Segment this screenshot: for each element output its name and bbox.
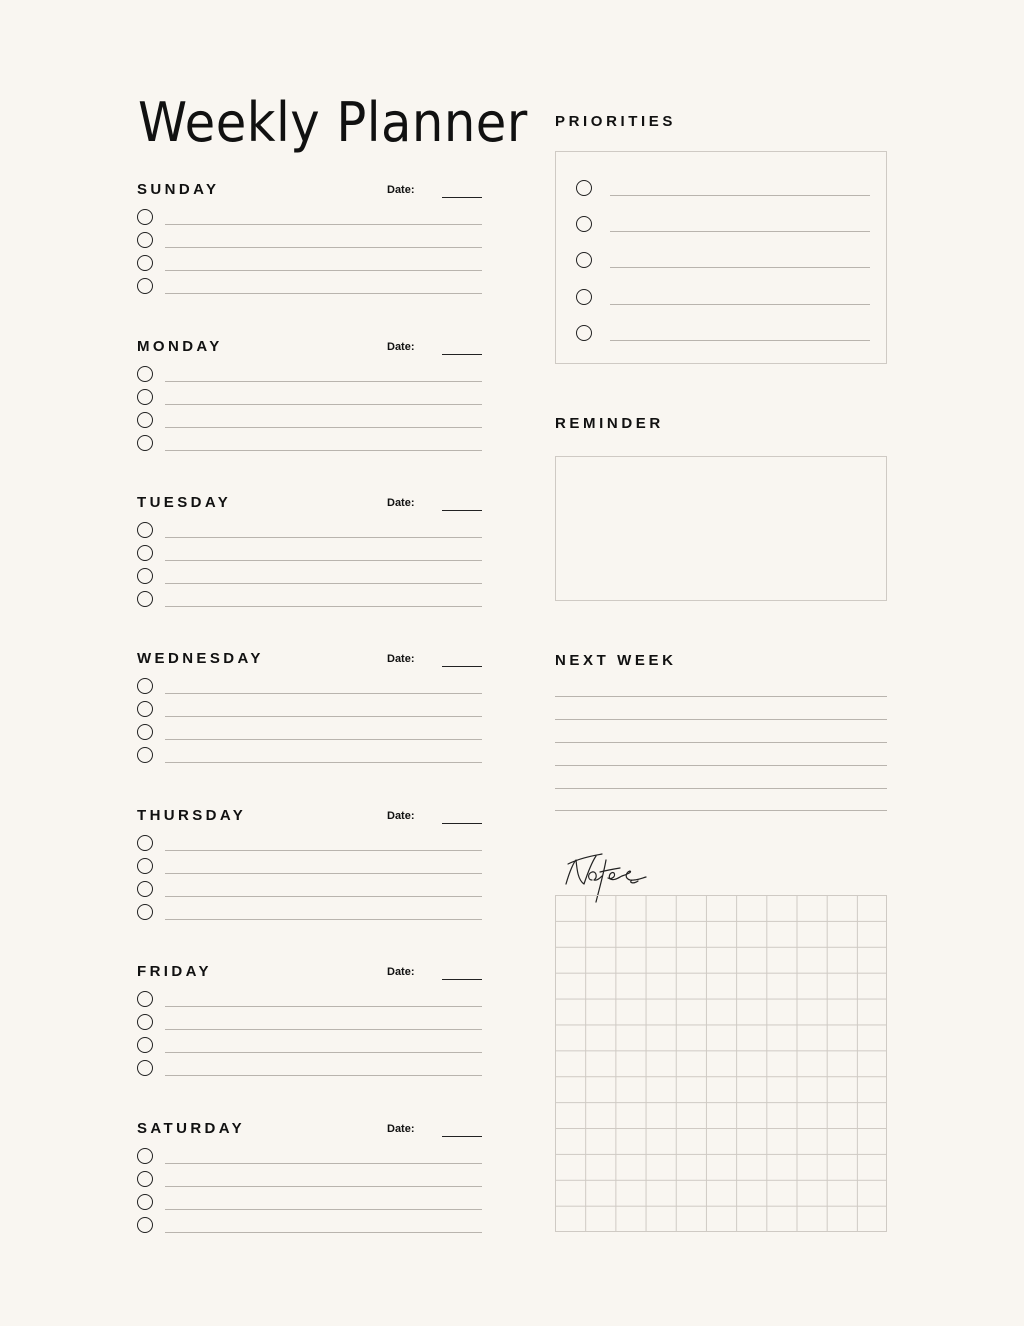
task-line[interactable] xyxy=(165,693,482,694)
checkbox-circle-icon[interactable] xyxy=(137,1171,153,1187)
checkbox-circle-icon[interactable] xyxy=(137,545,153,561)
day-section-friday xyxy=(137,963,482,1093)
checkbox-circle-icon[interactable] xyxy=(137,881,153,897)
task-line[interactable] xyxy=(165,270,482,271)
task-line[interactable] xyxy=(165,850,482,851)
notes-grid[interactable] xyxy=(555,895,887,1232)
date-field[interactable] xyxy=(442,823,482,824)
task-row[interactable] xyxy=(137,1171,482,1191)
reminder-box[interactable] xyxy=(555,456,887,601)
checkbox-circle-icon[interactable] xyxy=(137,724,153,740)
task-line[interactable] xyxy=(165,427,482,428)
task-row[interactable] xyxy=(137,1060,482,1080)
checkbox-circle-icon[interactable] xyxy=(137,278,153,294)
task-line[interactable] xyxy=(165,919,482,920)
priority-line[interactable] xyxy=(610,195,870,196)
date-label: Date: xyxy=(387,341,415,353)
task-line[interactable] xyxy=(165,896,482,897)
date-label: Date: xyxy=(387,497,415,509)
day-name: WEDNESDAY xyxy=(137,650,264,667)
day-section-saturday xyxy=(137,1120,482,1250)
priority-row[interactable] xyxy=(576,216,872,236)
date-label: Date: xyxy=(387,810,415,822)
priorities-heading: PRIORITIES xyxy=(555,113,677,130)
task-row[interactable] xyxy=(137,389,482,409)
task-line[interactable] xyxy=(165,716,482,717)
checkbox-circle-icon[interactable] xyxy=(137,1148,153,1164)
task-row[interactable] xyxy=(137,568,482,588)
priority-row[interactable] xyxy=(576,325,872,345)
checkbox-circle-icon[interactable] xyxy=(137,1194,153,1210)
next-week-line[interactable] xyxy=(555,810,887,811)
task-row[interactable] xyxy=(137,1037,482,1057)
checkbox-circle-icon[interactable] xyxy=(137,678,153,694)
checkbox-circle-icon[interactable] xyxy=(137,1014,153,1030)
checkbox-circle-icon[interactable] xyxy=(137,1037,153,1053)
day-section-sunday xyxy=(137,181,482,311)
task-row[interactable] xyxy=(137,1148,482,1168)
checkbox-circle-icon[interactable] xyxy=(137,991,153,1007)
task-row[interactable] xyxy=(137,835,482,855)
checkbox-circle-icon[interactable] xyxy=(137,435,153,451)
reminder-heading: REMINDER xyxy=(555,415,664,432)
task-line[interactable] xyxy=(165,739,482,740)
task-line[interactable] xyxy=(165,560,482,561)
day-section-monday xyxy=(137,338,482,468)
priority-row[interactable] xyxy=(576,180,872,200)
date-field[interactable] xyxy=(442,354,482,355)
checkbox-circle-icon[interactable] xyxy=(137,904,153,920)
task-row[interactable] xyxy=(137,904,482,924)
task-line[interactable] xyxy=(165,450,482,451)
checkbox-circle-icon[interactable] xyxy=(137,858,153,874)
checkbox-circle-icon[interactable] xyxy=(576,289,592,305)
date-field[interactable] xyxy=(442,1136,482,1137)
task-line[interactable] xyxy=(165,247,482,248)
day-name: SUNDAY xyxy=(137,181,220,198)
date-label: Date: xyxy=(387,1123,415,1135)
task-row[interactable] xyxy=(137,881,482,901)
day-name: THURSDAY xyxy=(137,807,247,824)
checkbox-circle-icon[interactable] xyxy=(137,835,153,851)
task-line[interactable] xyxy=(165,1209,482,1210)
checkbox-circle-icon[interactable] xyxy=(137,522,153,538)
day-section-tuesday xyxy=(137,494,482,624)
next-week-line[interactable] xyxy=(555,719,887,720)
task-line[interactable] xyxy=(165,873,482,874)
task-row[interactable] xyxy=(137,232,482,252)
task-row[interactable] xyxy=(137,724,482,744)
checkbox-circle-icon[interactable] xyxy=(137,389,153,405)
priority-line[interactable] xyxy=(610,231,870,232)
next-week-line[interactable] xyxy=(555,742,887,743)
priority-row[interactable] xyxy=(576,252,872,272)
checkbox-circle-icon[interactable] xyxy=(137,747,153,763)
day-name: SATURDAY xyxy=(137,1120,246,1137)
task-row[interactable] xyxy=(137,209,482,229)
day-name: MONDAY xyxy=(137,338,223,355)
task-line[interactable] xyxy=(165,537,482,538)
task-line[interactable] xyxy=(165,381,482,382)
task-row[interactable] xyxy=(137,678,482,698)
task-row[interactable] xyxy=(137,1014,482,1034)
task-line[interactable] xyxy=(165,1163,482,1164)
task-row[interactable] xyxy=(137,278,482,298)
task-row[interactable] xyxy=(137,747,482,767)
task-row[interactable] xyxy=(137,412,482,432)
checkbox-circle-icon[interactable] xyxy=(576,180,592,196)
task-row[interactable] xyxy=(137,991,482,1011)
date-field[interactable] xyxy=(442,666,482,667)
task-row[interactable] xyxy=(137,591,482,611)
date-label: Date: xyxy=(387,966,415,978)
checkbox-circle-icon[interactable] xyxy=(137,1217,153,1233)
task-row[interactable] xyxy=(137,1194,482,1214)
task-row[interactable] xyxy=(137,435,482,455)
priority-line[interactable] xyxy=(610,267,870,268)
day-name: TUESDAY xyxy=(137,494,232,511)
task-line[interactable] xyxy=(165,1006,482,1007)
priority-line[interactable] xyxy=(610,304,870,305)
task-row[interactable] xyxy=(137,366,482,386)
checkbox-circle-icon[interactable] xyxy=(576,252,592,268)
next-week-line[interactable] xyxy=(555,788,887,789)
task-line[interactable] xyxy=(165,1029,482,1030)
priority-row[interactable] xyxy=(576,289,872,309)
date-field[interactable] xyxy=(442,510,482,511)
priority-line[interactable] xyxy=(610,340,870,341)
task-line[interactable] xyxy=(165,293,482,294)
checkbox-circle-icon[interactable] xyxy=(137,209,153,225)
checkbox-circle-icon[interactable] xyxy=(137,591,153,607)
checkbox-circle-icon[interactable] xyxy=(137,255,153,271)
checkbox-circle-icon[interactable] xyxy=(137,1060,153,1076)
task-row[interactable] xyxy=(137,255,482,275)
checkbox-circle-icon[interactable] xyxy=(576,216,592,232)
date-label: Date: xyxy=(387,653,415,665)
task-line[interactable] xyxy=(165,224,482,225)
task-line[interactable] xyxy=(165,1186,482,1187)
task-line[interactable] xyxy=(165,1052,482,1053)
checkbox-circle-icon[interactable] xyxy=(576,325,592,341)
task-line[interactable] xyxy=(165,404,482,405)
task-line[interactable] xyxy=(165,606,482,607)
next-week-heading: NEXT WEEK xyxy=(555,652,677,669)
task-line[interactable] xyxy=(165,1232,482,1233)
priorities-box xyxy=(555,151,887,364)
task-row[interactable] xyxy=(137,858,482,878)
date-label: Date: xyxy=(387,184,415,196)
page-title: Weekly Planner xyxy=(138,91,528,154)
day-section-wednesday xyxy=(137,650,482,780)
checkbox-circle-icon[interactable] xyxy=(137,568,153,584)
checkbox-circle-icon[interactable] xyxy=(137,232,153,248)
day-section-thursday xyxy=(137,807,482,937)
next-week-line[interactable] xyxy=(555,765,887,766)
task-row[interactable] xyxy=(137,522,482,542)
task-row[interactable] xyxy=(137,701,482,721)
task-line[interactable] xyxy=(165,762,482,763)
task-line[interactable] xyxy=(165,1075,482,1076)
task-row[interactable] xyxy=(137,545,482,565)
checkbox-circle-icon[interactable] xyxy=(137,366,153,382)
day-name: FRIDAY xyxy=(137,963,212,980)
checkbox-circle-icon[interactable] xyxy=(137,701,153,717)
task-line[interactable] xyxy=(165,583,482,584)
date-field[interactable] xyxy=(442,979,482,980)
next-week-line[interactable] xyxy=(555,696,887,697)
date-field[interactable] xyxy=(442,197,482,198)
task-row[interactable] xyxy=(137,1217,482,1237)
checkbox-circle-icon[interactable] xyxy=(137,412,153,428)
